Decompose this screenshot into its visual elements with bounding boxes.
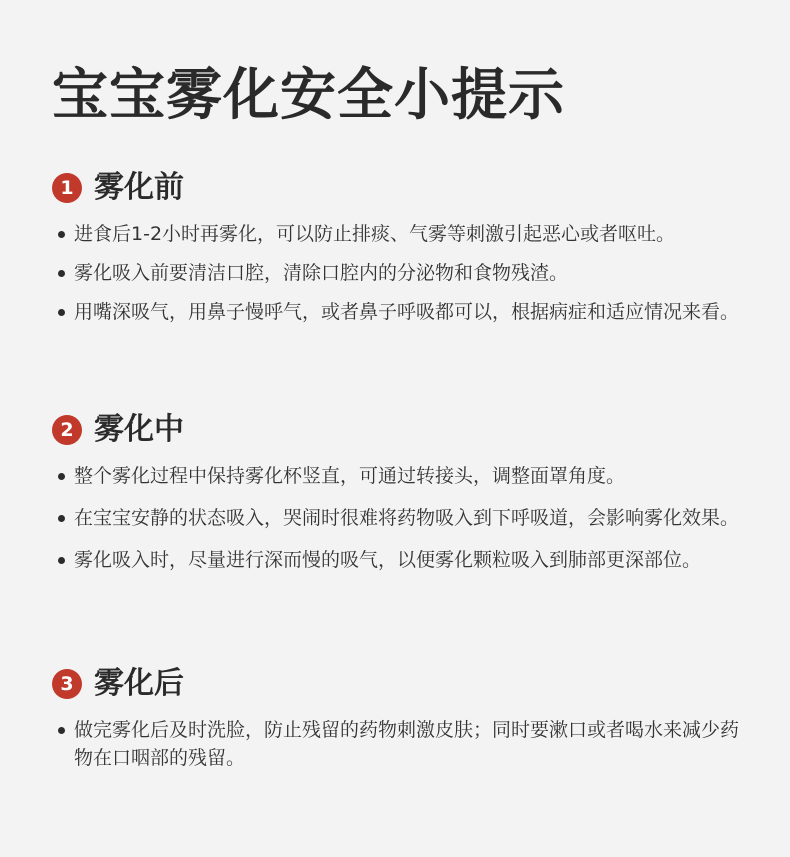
tip-item: 雾化吸入前要清洁口腔，清除口腔内的分泌物和食物残渣。 [52, 259, 752, 287]
step-number-badge: 2 [52, 415, 82, 445]
tip-list [52, 462, 752, 574]
section-title: 雾化后 [94, 666, 184, 701]
tip-list [52, 220, 752, 326]
section-during-nebulization [52, 410, 752, 574]
tip-list [52, 716, 752, 772]
tip-item: 在宝宝安静的状态吸入，哭闹时很难将药物吸入到下呼吸道，会影响雾化效果。 [52, 504, 752, 532]
tip-item: 进食后1-2小时再雾化，可以防止排痰、气雾等刺激引起恶心或者呕吐。 [52, 220, 752, 248]
tip-item: 做完雾化后及时洗脸，防止残留的药物刺激皮肤；同时要漱口或者喝水来减少药物在口咽部的残留。 [52, 716, 752, 772]
section-title: 雾化前 [94, 170, 184, 205]
section-header [52, 410, 752, 450]
tip-item: 雾化吸入时，尽量进行深而慢的吸气，以便雾化颗粒吸入到肺部更深部位。 [52, 546, 752, 574]
step-number-badge: 3 [52, 669, 82, 699]
section-header [52, 664, 752, 704]
section-after-nebulization [52, 664, 752, 772]
section-before-nebulization [52, 168, 752, 326]
step-number-badge: 1 [52, 173, 82, 203]
tip-item: 整个雾化过程中保持雾化杯竖直，可通过转接头，调整面罩角度。 [52, 462, 752, 490]
section-header [52, 168, 752, 208]
tip-item: 用嘴深吸气，用鼻子慢呼气，或者鼻子呼吸都可以，根据病症和适应情况来看。 [52, 298, 752, 326]
page-title: 宝宝雾化安全小提示 [52, 63, 565, 128]
section-title: 雾化中 [94, 412, 184, 447]
